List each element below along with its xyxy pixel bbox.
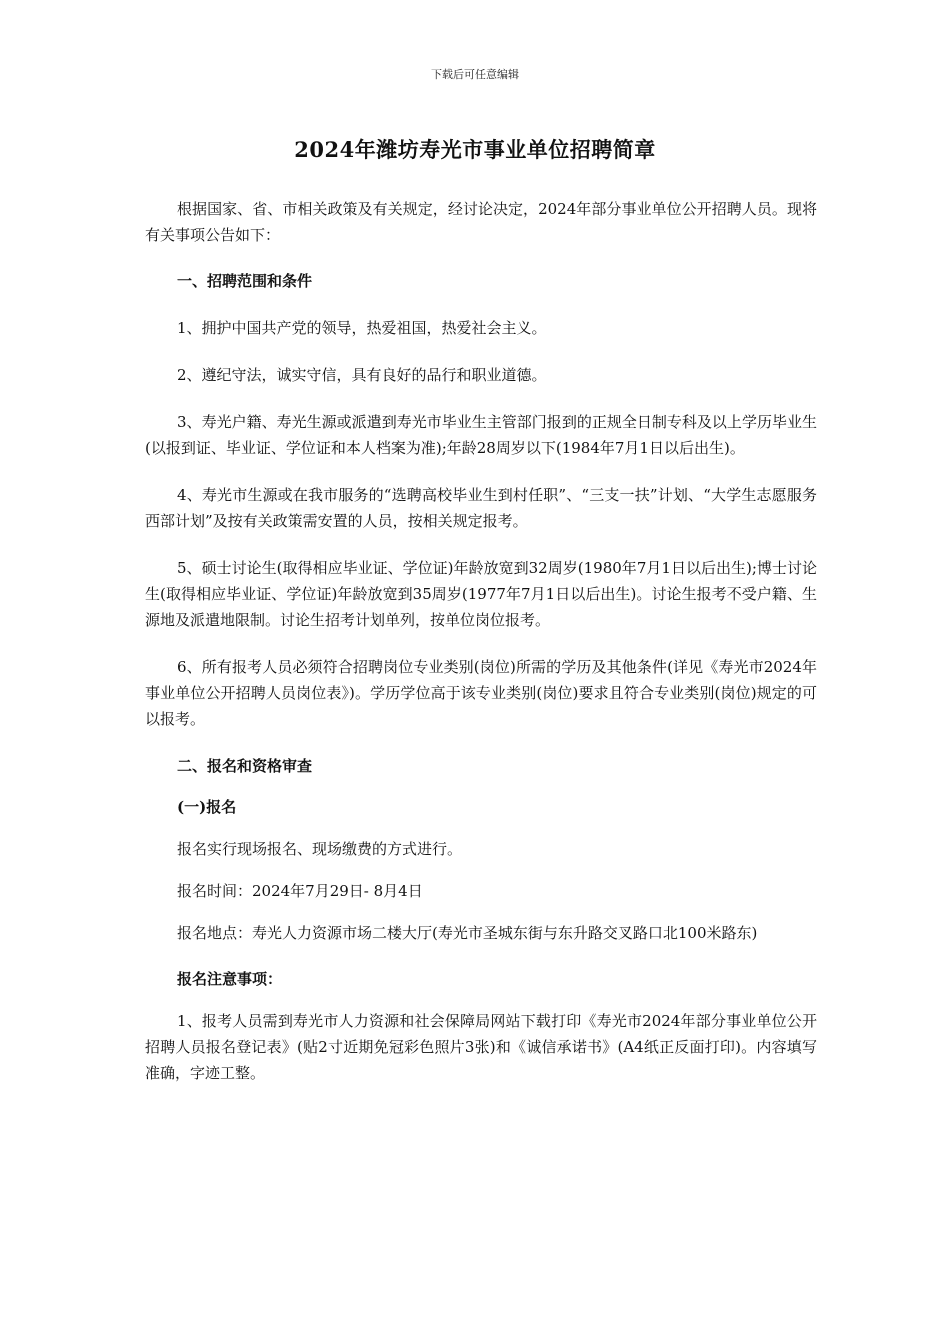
registration-place: 报名地点：寿光人力资源市场二楼大厅(寿光市圣城东街与东升路交叉路口北100米路东)	[177, 924, 758, 942]
registration-time: 报名时间：2024年7月29日- 8月4日	[177, 882, 423, 900]
section-heading-recruitment-scope: 一、招聘范围和条件	[177, 272, 313, 290]
condition-item-3: 3、寿光户籍、寿光生源或派遣到寿光市毕业生主管部门报到的正规全日制专科及以上学历毕业生(以报到证、毕业证、学位证和本人档案为准);年龄28周岁以下(1984年7月1日以后出生)。	[145, 413, 817, 457]
document-body	[145, 196, 817, 1086]
condition-item-4: 4、寿光市生源或在我市服务的“选聘高校毕业生到村任职”、“三支一扶”计划、“大学生志愿服务西部计划”及按有关政策需安置的人员，按相关规定报考。	[145, 486, 817, 530]
subsection-heading-registration: (一)报名	[177, 798, 237, 816]
condition-item-5: 5、硕士讨论生(取得相应毕业证、学位证)年龄放宽到32周岁(1980年7月1日以后出生);博士讨论生(取得相应毕业证、学位证)年龄放宽到35周岁(1977年7月1日以后出生)。讨论生报考不受户籍、生源地及派遣地限制。讨论生招考计划单列，按单位岗位报考。	[145, 559, 817, 629]
registration-notes-heading: 报名注意事项：	[177, 970, 283, 988]
registration-note-1: 1、报考人员需到寿光市人力资源和社会保障局网站下载打印《寿光市2024年部分事业单位公开招聘人员报名登记表》(贴2寸近期免冠彩色照片3张)和《诚信承诺书》(A4纸正反面打印)。内容填写准确，字迹工整。	[145, 1012, 817, 1082]
condition-item-1: 1、拥护中国共产党的领导，热爱祖国，热爱社会主义。	[177, 319, 547, 337]
condition-item-6: 6、所有报考人员必须符合招聘岗位专业类别(岗位)所需的学历及其他条件(详见《寿光市2024年事业单位公开招聘人员岗位表》)。学历学位高于该专业类别(岗位)要求且符合专业类别(岗位)规定的可以报考。	[145, 658, 817, 728]
header-note: 下载后可任意编辑	[431, 68, 519, 81]
document-title: 2024年潍坊寿光市事业单位招聘简章	[294, 137, 656, 162]
intro-paragraph: 根据国家、省、市相关政策及有关规定，经讨论决定，2024年部分事业单位公开招聘人员。现将有关事项公告如下：	[145, 200, 817, 244]
registration-method: 报名实行现场报名、现场缴费的方式进行。	[177, 840, 463, 858]
section-heading-registration: 二、报名和资格审查	[177, 757, 313, 775]
condition-item-2: 2、遵纪守法，诚实守信，具有良好的品行和职业道德。	[177, 366, 547, 384]
